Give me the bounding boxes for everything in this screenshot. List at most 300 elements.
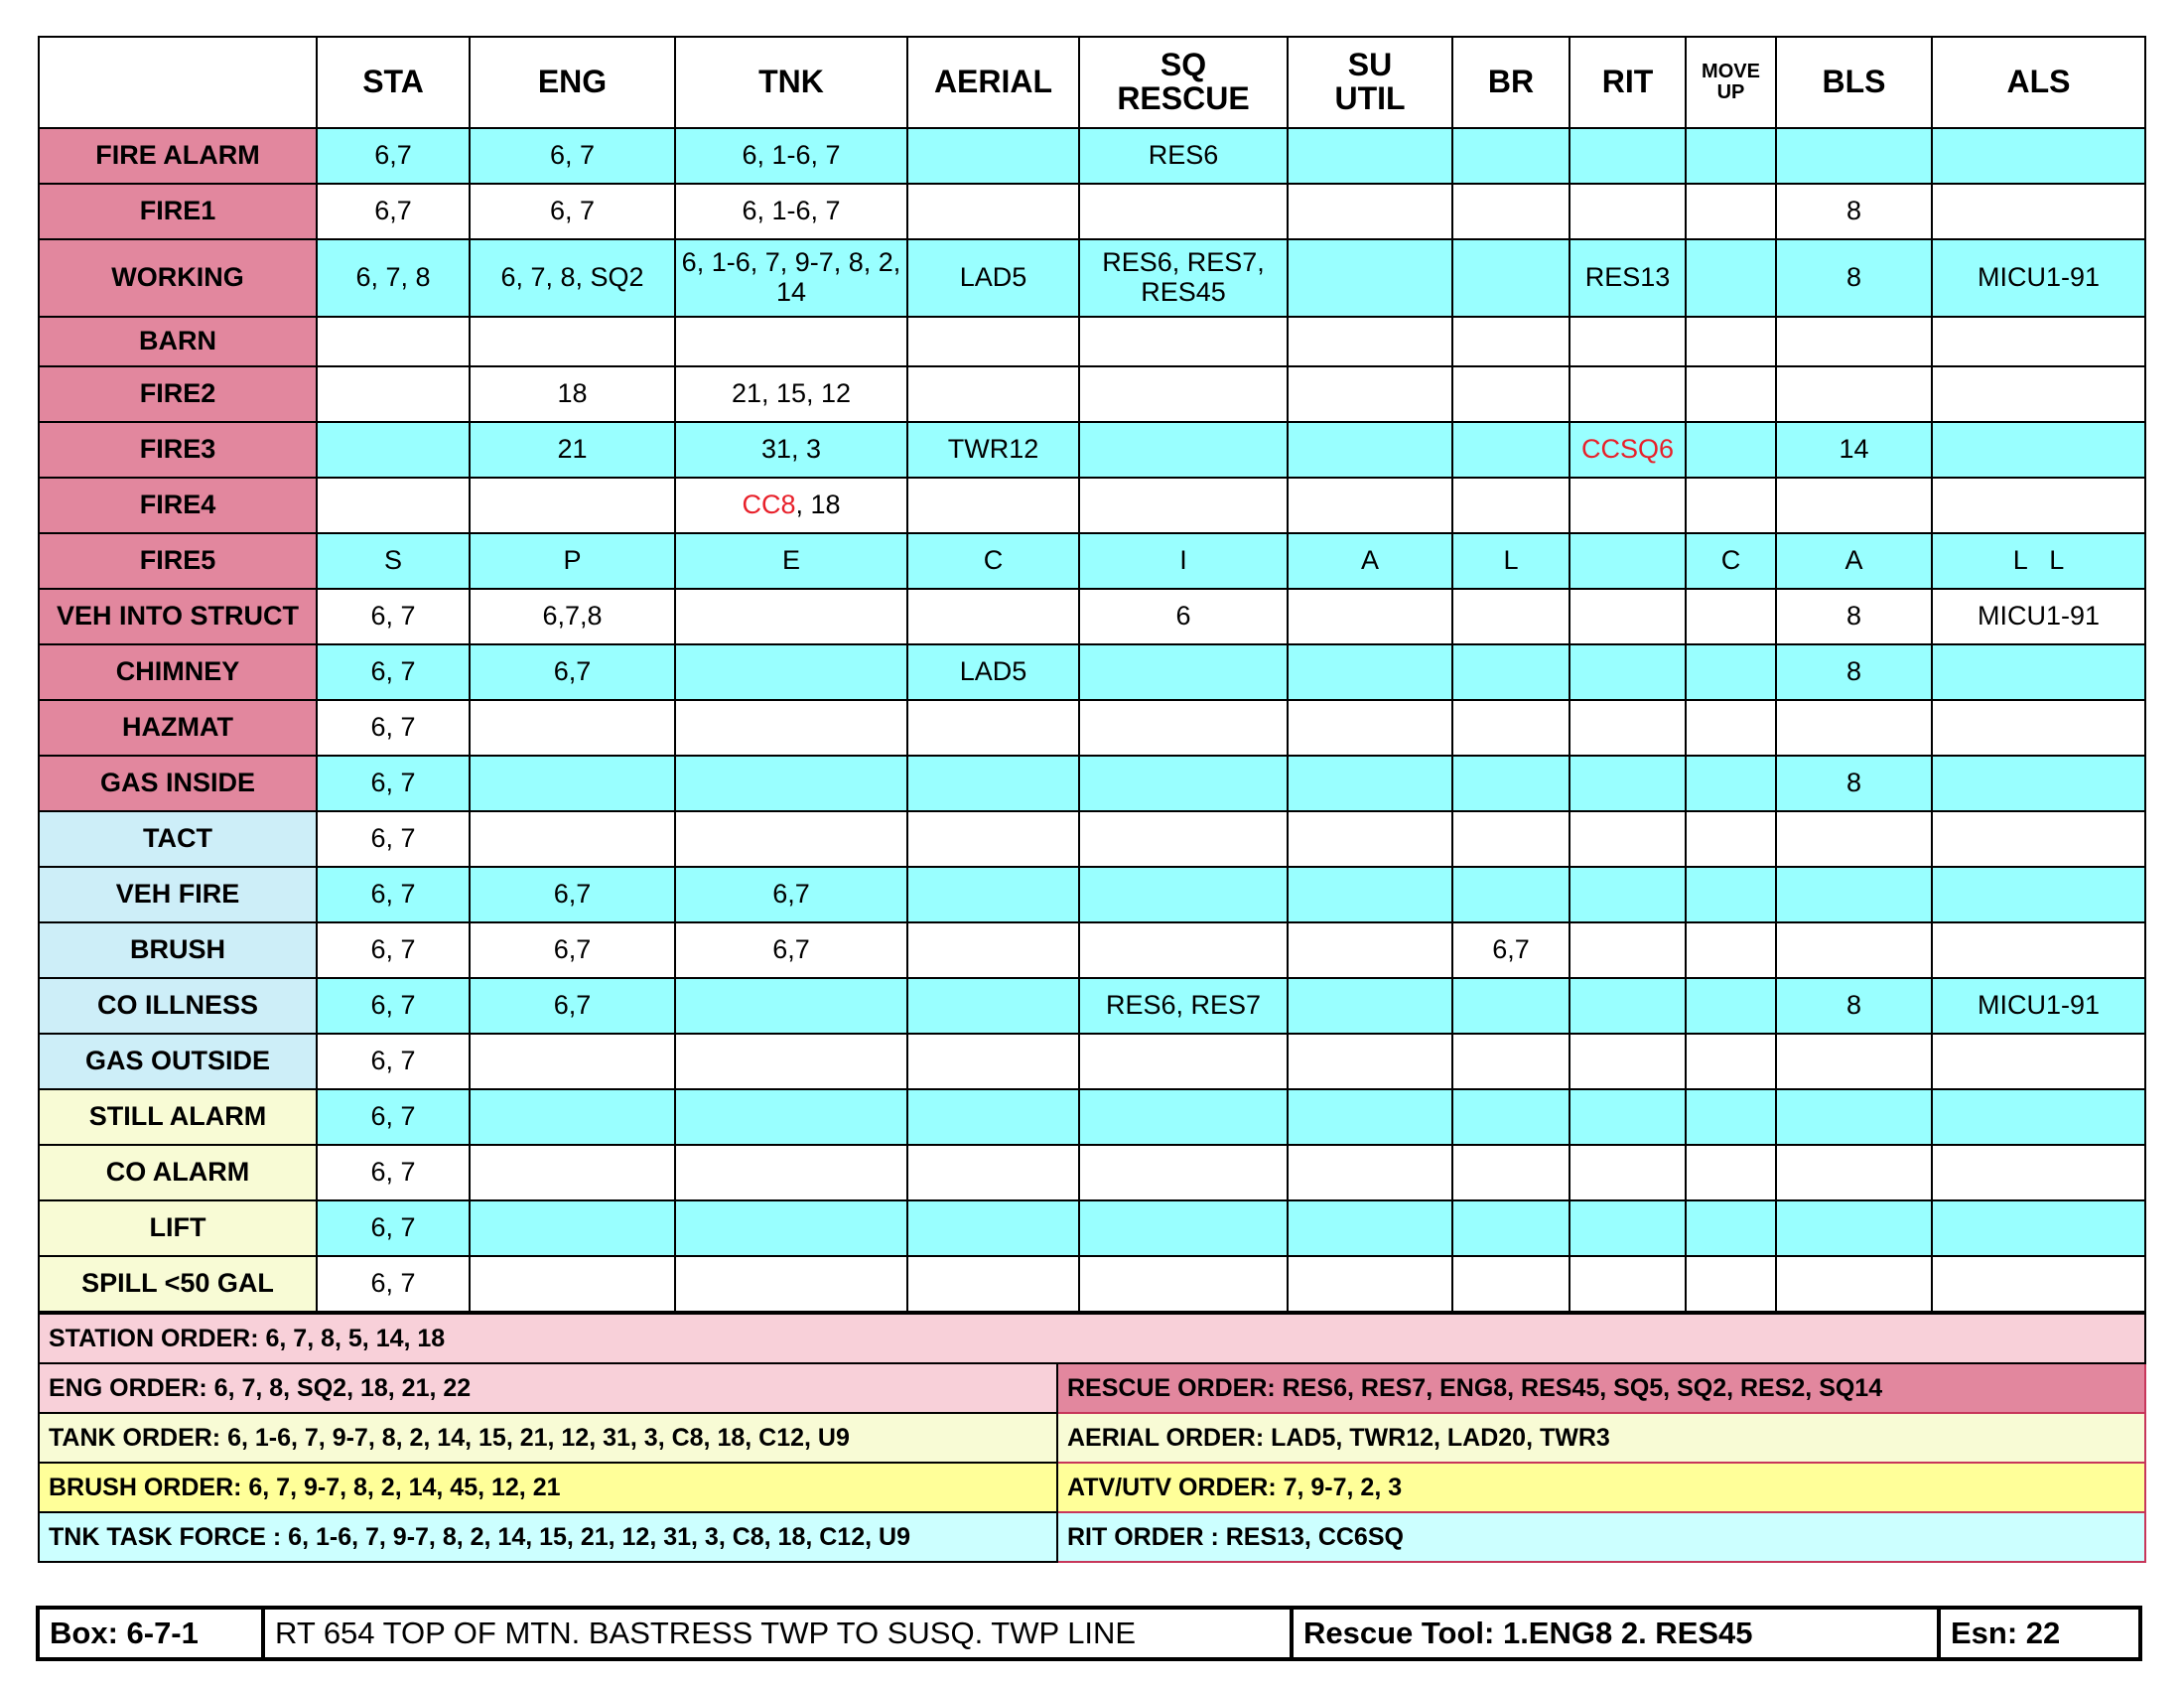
grid-cell [1570,644,1686,700]
grid-cell [317,700,470,756]
grid-cell [1686,239,1776,317]
grid-cell [1932,184,2145,239]
grid-cell [1686,317,1776,366]
dispatch-grid-body [39,128,2145,1312]
grid-cell [907,478,1079,533]
grid-cell [1452,700,1570,756]
cell-text: 8 [1845,262,1862,293]
grid-cell [1570,756,1686,811]
grid-cell [1452,811,1570,867]
grid-cell [470,1256,675,1312]
cell-text: 6,7 [553,656,592,687]
grid-cell [907,366,1079,422]
grid-cell [675,1200,907,1256]
row-label: CO ILLNESS [39,978,317,1034]
grid-cell [907,589,1079,644]
table-row [39,478,2145,533]
grid-cell [1686,128,1776,184]
cell-text: 8 [1845,656,1862,687]
grid-cell [1932,317,2145,366]
grid-cell [1932,644,2145,700]
row-label: CO ALARM [39,1145,317,1200]
grid-cell [1932,422,2145,478]
grid-cell [1288,128,1452,184]
cell-text: C [1720,545,1741,576]
row-label: VEH FIRE [39,867,317,922]
grid-cell [1079,644,1288,700]
table-row [39,978,2145,1034]
table-row [39,422,2145,478]
footer-bar [36,1606,2142,1661]
grid-cell [1288,1034,1452,1089]
grid-cell [1570,922,1686,978]
dispatch-grid [38,36,2146,1313]
grid-cell [1288,422,1452,478]
grid-cell [1452,589,1570,644]
grid-cell [470,978,675,1034]
grid-cell [1288,1089,1452,1145]
grid-cell [317,239,470,317]
table-row [39,366,2145,422]
cell-text: 6,7 [553,934,592,965]
grid-cell [317,184,470,239]
row-label: WORKING [39,239,317,317]
grid-cell [907,239,1079,317]
cell-text: 14 [1839,434,1869,465]
grid-cell [1686,589,1776,644]
grid-cell [907,128,1079,184]
cell-text: 6,7 [772,934,810,965]
grid-cell [1686,1034,1776,1089]
cell-text: RES6 [1148,140,1219,171]
column-header [1932,37,2145,128]
grid-cell [675,128,907,184]
table-row [39,700,2145,756]
grid-cell [1776,478,1932,533]
grid-cell [1079,922,1288,978]
grid-cell [1776,422,1932,478]
grid-cell [1288,184,1452,239]
grid-cell [470,1089,675,1145]
grid-cell [470,756,675,811]
row-label: VEH INTO STRUCT [39,589,317,644]
esn-number: Esn: 22 [1951,1616,2061,1650]
column-header-text: UP [1716,81,1745,103]
column-header-text: RIT [1601,64,1654,100]
cell-text: LAD5 [959,656,1027,687]
grid-cell [1288,700,1452,756]
row-label: LIFT [39,1200,317,1256]
grid-cell [1776,128,1932,184]
column-header-text: STA [362,64,424,100]
grid-cell [1932,589,2145,644]
cell-text: 6, 7 [370,712,416,743]
column-header-text: SU [1347,47,1393,83]
grid-cell [1686,184,1776,239]
cell-text: 6, 7, 8, SQ2 [500,262,644,293]
cell-text: 6,7 [553,879,592,910]
grid-cell [1079,756,1288,811]
grid-cell [317,589,470,644]
grid-cell [1570,1256,1686,1312]
table-row [39,867,2145,922]
grid-cell [1686,700,1776,756]
grid-cell [470,1145,675,1200]
table-row [39,533,2145,589]
cell-text: 6,7 [374,196,412,226]
column-header [1288,37,1452,128]
grid-cell [1686,644,1776,700]
cell-text: MICU1-91 [1977,990,2101,1021]
table-row [39,589,2145,644]
grid-cell [1079,589,1288,644]
row-label: GAS OUTSIDE [39,1034,317,1089]
cell-text: TWR12 [947,434,1039,465]
grid-cell [470,922,675,978]
grid-cell [1776,1145,1932,1200]
grid-cell [1452,1200,1570,1256]
grid-cell [317,1089,470,1145]
cell-text: 6,7,8 [542,601,603,632]
grid-cell [1288,589,1452,644]
cell-text: A [1844,545,1863,576]
grid-cell [1686,1145,1776,1200]
grid-cell [907,811,1079,867]
cell-text: 6, 7 [370,656,416,687]
orders-table [38,1313,2146,1563]
grid-cell [1932,700,2145,756]
grid-cell [907,184,1079,239]
grid-cell [1776,756,1932,811]
grid-cell [1686,533,1776,589]
grid-cell [1932,366,2145,422]
grid-cell [1452,922,1570,978]
grid-cell [1932,867,2145,922]
table-row [39,128,2145,184]
rit-order: RIT ORDER : RES13, CC6SQ [1057,1512,2145,1562]
tank-order: TANK ORDER: 6, 1-6, 7, 9-7, 8, 2, 14, 15, 21, 12, 31, 3, C8, 18, C12, U9 [39,1413,1057,1463]
grid-cell [470,128,675,184]
grid-cell [1686,867,1776,922]
red-unit-text: CC8 [742,490,796,520]
grid-cell [1776,589,1932,644]
grid-cell [1452,128,1570,184]
cell-text: 6,7 [772,879,810,910]
column-header [1686,37,1776,128]
cell-text: RES6, RES7 [1105,990,1262,1021]
row-label: FIRE2 [39,366,317,422]
grid-cell [907,422,1079,478]
grid-cell [317,1256,470,1312]
grid-cell [1570,422,1686,478]
grid-cell [1776,978,1932,1034]
grid-cell [1452,1089,1570,1145]
row-label: SPILL <50 GAL [39,1256,317,1312]
column-header-text: BR [1487,64,1535,100]
grid-cell [1570,1089,1686,1145]
column-header-text: AERIAL [933,64,1053,100]
grid-cell [675,1145,907,1200]
column-header-row [39,37,2145,128]
grid-cell [1288,811,1452,867]
grid-cell [317,128,470,184]
grid-cell [1932,756,2145,811]
grid-cell [675,1034,907,1089]
brush-order: BRUSH ORDER: 6, 7, 9-7, 8, 2, 14, 45, 12, 21 [39,1463,1057,1512]
grid-cell [675,1256,907,1312]
grid-cell [1079,422,1288,478]
grid-cell [1570,867,1686,922]
grid-cell [1079,1256,1288,1312]
grid-cell [1570,700,1686,756]
column-header-text: BLS [1822,64,1886,100]
grid-cell [1932,239,2145,317]
table-row [39,811,2145,867]
grid-cell [1079,978,1288,1034]
grid-cell [675,811,907,867]
grid-cell [1776,317,1932,366]
row-label: FIRE ALARM [39,128,317,184]
grid-cell [470,811,675,867]
grid-cell [1570,128,1686,184]
cell-text: 6, 7 [370,1046,416,1076]
grid-cell [470,239,675,317]
grid-cell [1079,1034,1288,1089]
grid-cell [907,1256,1079,1312]
grid-cell [1079,128,1288,184]
cell-text: 8 [1845,990,1862,1021]
grid-cell [1079,1089,1288,1145]
grid-cell [1570,978,1686,1034]
cell-text: 6, 7 [370,601,416,632]
grid-cell [1079,811,1288,867]
cell-text: E [781,545,800,576]
grid-cell [907,756,1079,811]
grid-cell [317,922,470,978]
grid-cell [675,1089,907,1145]
table-row [39,1200,2145,1256]
grid-cell [675,978,907,1034]
column-header [1452,37,1570,128]
grid-cell [1079,533,1288,589]
grid-cell [1932,1034,2145,1089]
grid-cell [470,366,675,422]
cell-text: 6, 7 [370,768,416,798]
grid-cell [470,184,675,239]
cell-text: 8 [1845,768,1862,798]
cell-text: 6, 7 [370,879,416,910]
grid-cell [1686,1089,1776,1145]
cell-text: 8 [1845,601,1862,632]
grid-cell [1079,700,1288,756]
grid-cell [1452,184,1570,239]
grid-cell [675,478,907,533]
column-header-text: MOVE [1702,61,1760,82]
row-label: HAZMAT [39,700,317,756]
grid-cell [675,239,907,317]
grid-cell [1288,478,1452,533]
grid-cell [1570,1145,1686,1200]
row-label: BARN [39,317,317,366]
grid-cell [907,867,1079,922]
grid-cell [1932,1089,2145,1145]
grid-cell [470,533,675,589]
row-label: STILL ALARM [39,1089,317,1145]
row-label: FIRE5 [39,533,317,589]
location-description: RT 654 TOP OF MTN. BASTRESS TWP TO SUSQ. TWP LINE [265,1610,1294,1657]
grid-cell [1452,533,1570,589]
grid-cell [1776,239,1932,317]
cell-text: 6 [1175,601,1191,632]
grid-cell [1932,533,2145,589]
column-header-text: RESCUE [1117,80,1250,116]
table-row [39,1256,2145,1312]
grid-cell [470,589,675,644]
grid-cell [1570,1200,1686,1256]
cell-text: 6, 1-6, 7 [742,140,841,171]
grid-cell [1686,978,1776,1034]
table-row [39,1145,2145,1200]
cell-text: 6,7 [374,140,412,171]
grid-cell [1288,533,1452,589]
grid-cell [470,700,675,756]
grid-cell [470,1034,675,1089]
grid-cell [907,922,1079,978]
cell-text: , 18 [795,490,841,520]
grid-cell [1776,1256,1932,1312]
grid-cell [675,317,907,366]
grid-cell [675,533,907,589]
grid-cell [1932,1145,2145,1200]
table-row [39,184,2145,239]
grid-cell [1570,366,1686,422]
cell-text: 31, 3 [760,434,822,465]
cell-text: 6, 1-6, 7 [742,196,841,226]
column-header [1776,37,1932,128]
grid-cell [1452,1145,1570,1200]
table-row [39,756,2145,811]
cell-text: S [383,545,402,576]
grid-cell [317,366,470,422]
grid-cell [317,756,470,811]
cell-text: 6, 7, 8 [355,262,431,293]
eng-order: ENG ORDER: 6, 7, 8, SQ2, 18, 21, 22 [39,1363,1057,1413]
grid-cell [1776,184,1932,239]
cell-text: 21 [557,434,588,465]
row-label: FIRE4 [39,478,317,533]
grid-cell [317,533,470,589]
cell-text: 6,7 [553,990,592,1021]
grid-cell [1570,478,1686,533]
box-number: Box: 6-7-1 [40,1610,265,1657]
station-order: STATION ORDER: 6, 7, 8, 5, 14, 18 [39,1314,2145,1363]
atv-utv-order: ATV/UTV ORDER: 7, 9-7, 2, 3 [1057,1463,2145,1512]
grid-cell [1452,317,1570,366]
grid-cell [1686,478,1776,533]
cell-text: 6,7 [1492,934,1530,965]
grid-cell [1288,1145,1452,1200]
grid-cell [1288,756,1452,811]
grid-cell [1776,366,1932,422]
grid-cell [317,644,470,700]
aerial-order: AERIAL ORDER: LAD5, TWR12, LAD20, TWR3 [1057,1413,2145,1463]
grid-cell [470,1200,675,1256]
grid-cell [1932,811,2145,867]
cell-text: 6, 7 [370,1101,416,1132]
grid-cell [675,644,907,700]
grid-cell [317,1034,470,1089]
cell-text: 6, 7 [370,1157,416,1188]
run-card-sheet [38,36,2144,1563]
grid-cell [1570,317,1686,366]
rescue-order: RESCUE ORDER: RES6, RES7, ENG8, RES45, SQ5, SQ2, RES2, SQ14 [1057,1363,2145,1413]
grid-cell [1776,867,1932,922]
row-label: CHIMNEY [39,644,317,700]
grid-cell [1776,1089,1932,1145]
grid-cell [470,317,675,366]
grid-cell [1079,1200,1288,1256]
grid-cell [1932,128,2145,184]
grid-cell [907,1200,1079,1256]
cell-text: 21, 15, 12 [731,378,852,409]
row-label: FIRE3 [39,422,317,478]
grid-cell [1079,1145,1288,1200]
grid-cell [1570,1034,1686,1089]
cell-text: MICU1-91 [1977,262,2101,293]
column-header [675,37,907,128]
column-header-text: TNK [758,64,824,100]
cell-text: L L [2012,545,2065,576]
table-row [39,239,2145,317]
cell-text: 6, 7 [370,934,416,965]
grid-cell [1288,1256,1452,1312]
grid-cell [1452,478,1570,533]
grid-cell [1570,184,1686,239]
grid-cell [317,867,470,922]
grid-cell [1776,922,1932,978]
grid-cell [1452,1256,1570,1312]
grid-cell [470,644,675,700]
row-label: BRUSH [39,922,317,978]
grid-cell [1686,366,1776,422]
header-corner [39,37,317,128]
tnk-task-force-order: TNK TASK FORCE : 6, 1-6, 7, 9-7, 8, 2, 14, 15, 21, 12, 31, 3, C8, 18, C12, U9 [39,1512,1057,1562]
grid-cell [1288,1200,1452,1256]
cell-text: I [1179,545,1187,576]
grid-cell [1932,922,2145,978]
grid-cell [470,867,675,922]
grid-cell [1776,533,1932,589]
grid-cell [675,922,907,978]
grid-cell [675,366,907,422]
grid-cell [1686,756,1776,811]
grid-cell [1288,239,1452,317]
grid-cell [1452,422,1570,478]
grid-cell [1570,811,1686,867]
grid-cell [1570,533,1686,589]
grid-cell [1079,239,1288,317]
cell-text: 6, 7 [549,140,596,171]
grid-cell [1288,366,1452,422]
grid-cell [907,700,1079,756]
grid-cell [1452,978,1570,1034]
grid-cell [907,1034,1079,1089]
grid-cell [1686,1200,1776,1256]
grid-cell [317,478,470,533]
grid-cell [907,1145,1079,1200]
grid-cell [1079,867,1288,922]
grid-cell [1932,478,2145,533]
